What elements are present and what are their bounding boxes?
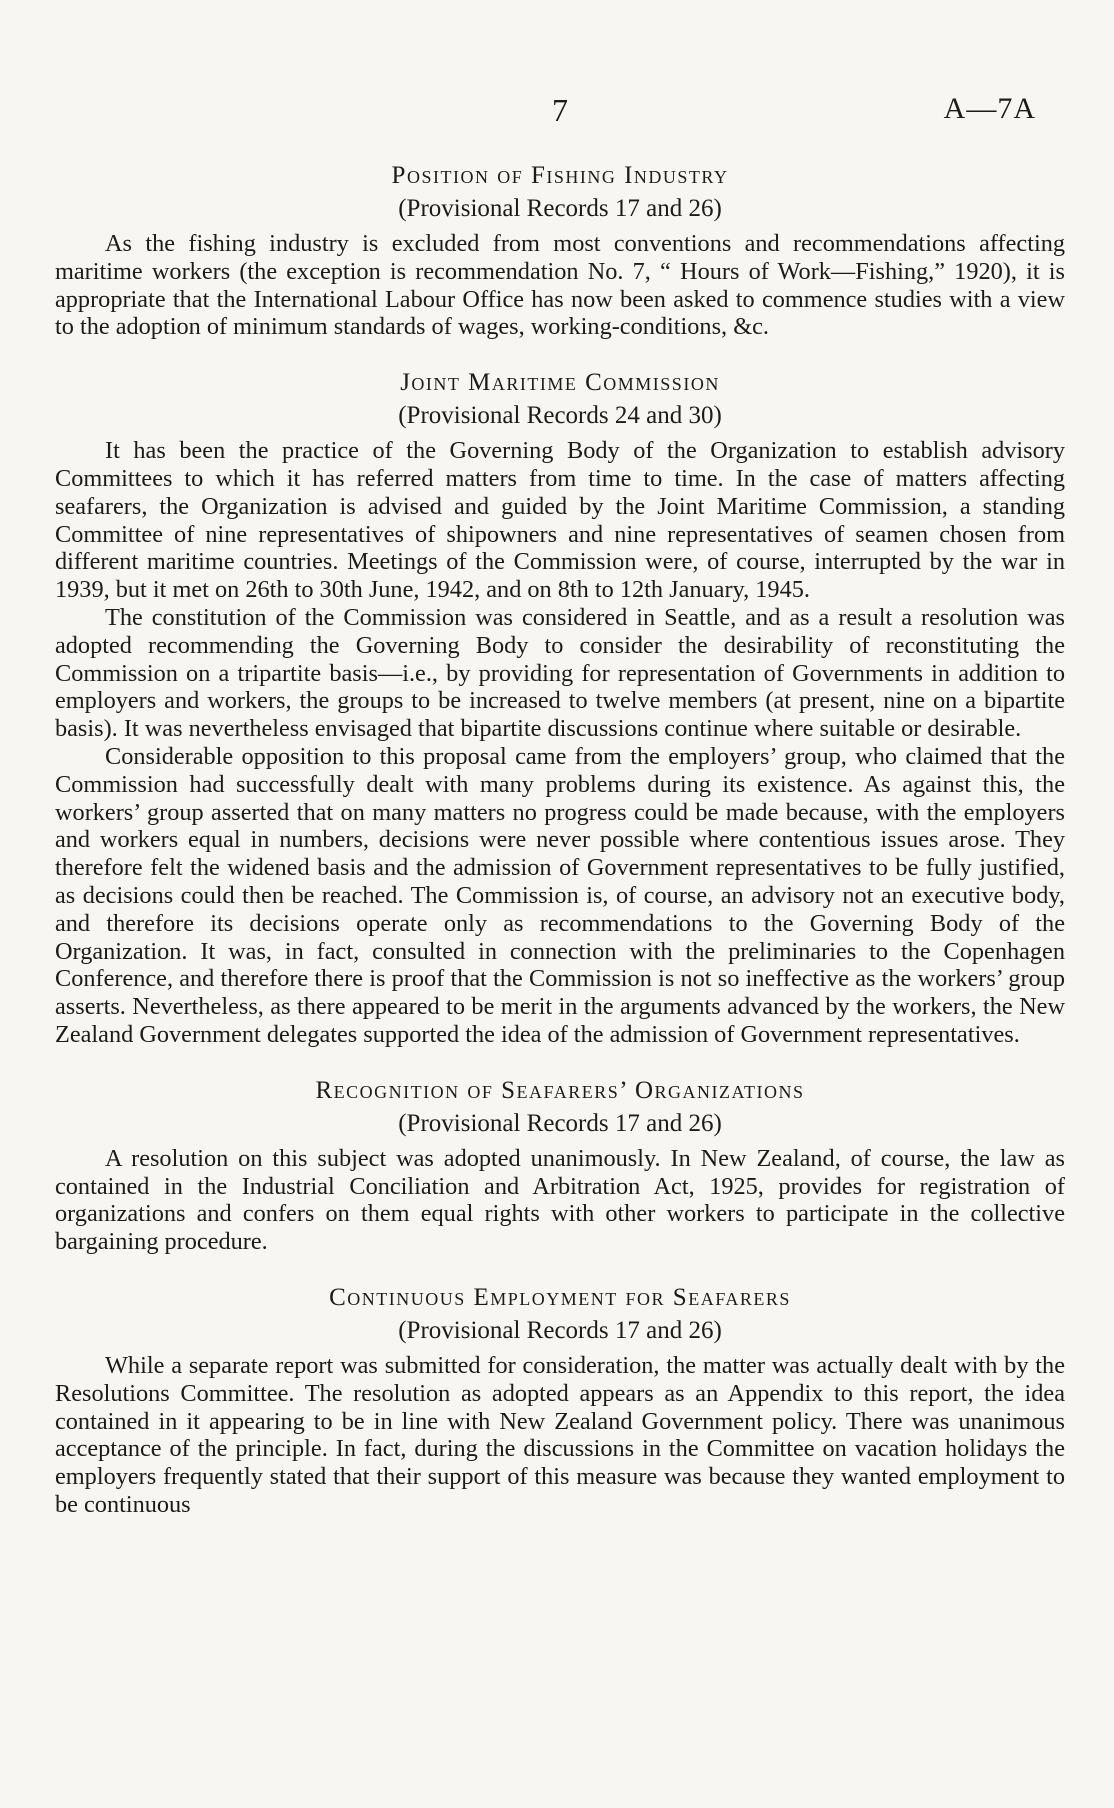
paragraph: It has been the practice of the Governing Body of the Organization to establish advisory Committees to which it has referred matters from time to time. In the case of matters affecting seafarers, the Organization is advised and guided by the Joint Maritime Commission, a standing Committee of nine representatives of shipowners and nine representatives of seamen chosen from different maritime countries. Meetings of the Commission were, of course, interrupted by the war in 1939, but it met on 26th to 30th June, 1942, and on 8th to 12th January, 1945. bbox=[55, 437, 1065, 604]
page-content bbox=[55, 160, 1065, 1545]
section-fishing-industry bbox=[55, 160, 1065, 341]
paragraph: While a separate report was submitted for consideration, the matter was actually dealt with by the Resolutions Committee. The resolution as adopted appears as an Appendix to this report, the idea contained in it appearing to be in line with New Zealand Government policy. There was unanimous acceptance of the principle. In fact, during the discussions in the Committee on vacation holidays the employers frequently stated that their support of this measure was because they wanted employment to be continuous bbox=[55, 1351, 1065, 1518]
paragraph: A resolution on this subject was adopted unanimously. In New Zealand, of course, the law as contained in the Industrial Conciliation and Arbitration Act, 1925, provides for registration of organizations and confers on them equal rights with other workers to participate in the collective bargaining procedure. bbox=[55, 1144, 1065, 1256]
section-heading: Position of Fishing Industry bbox=[391, 162, 729, 189]
section-continuous-employment bbox=[55, 1282, 1065, 1519]
section-recognition-of-seafarers-organizations bbox=[55, 1075, 1065, 1256]
section-heading: Recognition of Seafarers’ Organizations bbox=[315, 1076, 805, 1104]
paragraph: As the fishing industry is excluded from most conventions and recommendations affecting maritime workers (the exception is recommendation No. 7, “ Hours of Work—Fishing,” 1920), it is appropriate that the International Labour Office has now been asked to commence studies with a view to the adoption of minimum standards of wages, working-conditions, &c. bbox=[55, 230, 1065, 341]
section-subheading: (Provisional Records 17 and 26) bbox=[398, 1316, 722, 1344]
section-subheading: (Provisional Records 17 and 26) bbox=[398, 195, 722, 222]
section-heading: Joint Maritime Commission bbox=[400, 369, 720, 397]
section-joint-maritime-commission bbox=[55, 367, 1065, 1049]
paragraph: The constitution of the Commission was considered in Seattle, and as a result a resolution was adopted recommending the Governing Body to consider the desirability of reconstituting the Commission on a tripartite basis—i.e., by providing for representation of Governments in addition to employers and workers, the groups to be increased to twelve members (at present, nine on a bipartite basis). It was nevertheless envisaged that bipartite discussions continue where suitable or desirable. bbox=[55, 603, 1065, 743]
document-reference: A—7A bbox=[943, 92, 1036, 125]
section-subheading: (Provisional Records 24 and 30) bbox=[398, 402, 722, 430]
page-number: 7 bbox=[552, 92, 568, 128]
paragraph: Considerable opposition to this proposal came from the employers’ group, who claimed that the Commission had successfully dealt with many problems during its existence. As against this, the workers’ group asserted that on many matters no progress could be made because, with the employers and workers equal in numbers, decisions were never possible where contentious issues arose. They therefore felt the widened basis and the admission of Government representatives to be fully justified, as decisions could then be reached. The Commission is, of course, an advisory not an executive body, and therefore its decisions operate only as recommendations to the Governing Body of the Organization. It was, in fact, consulted in connection with the preliminaries to the Copenhagen Conference, and therefore there is proof that the Commission is not so ineffective as the workers’ group asserts. Nevertheless, as there appeared to be merit in the arguments advanced by the workers, the New Zealand Government delegates supported the idea of the admission of Government representatives. bbox=[55, 742, 1065, 1048]
section-subheading: (Provisional Records 17 and 26) bbox=[398, 1109, 722, 1137]
section-heading: Continuous Employment for Seafarers bbox=[329, 1283, 791, 1311]
